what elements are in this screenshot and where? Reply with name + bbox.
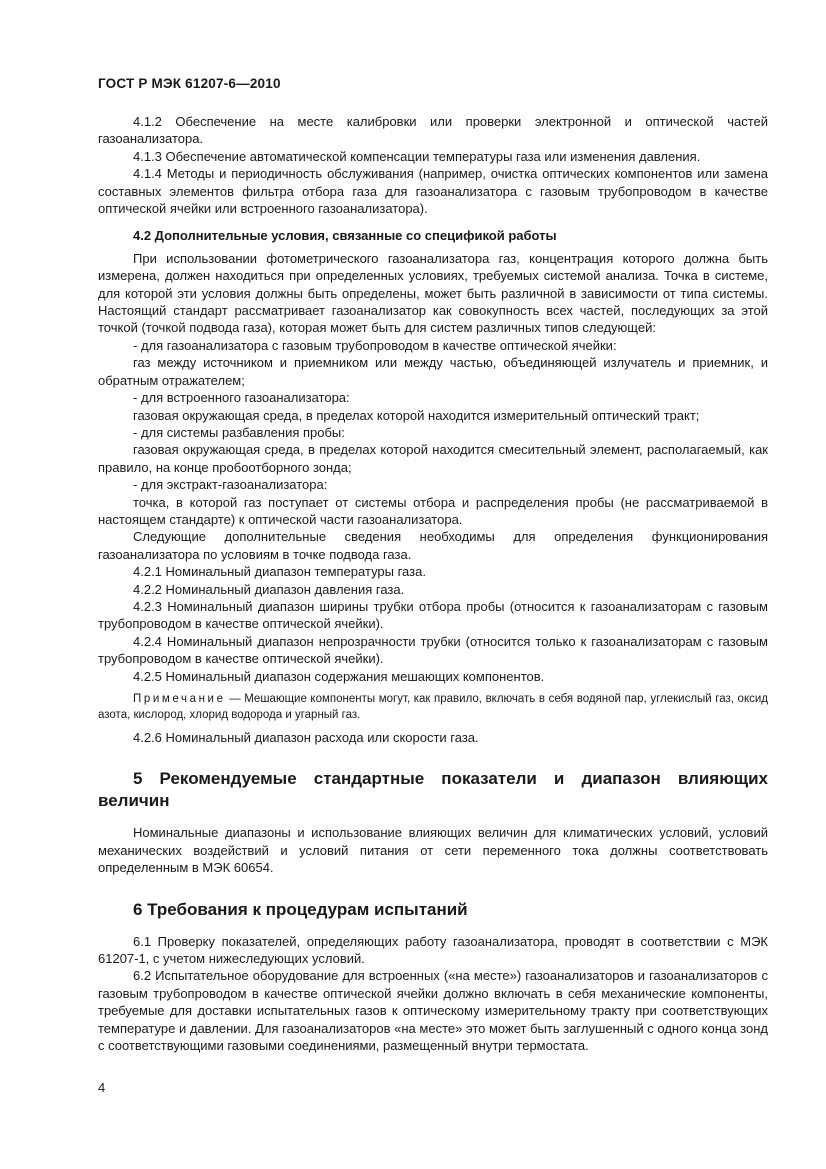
paragraph-4-1-4: 4.1.4 Методы и периодичность обслуживания (например, очистка оптических компонентов или замена составных элементов фильтра отбора газа для газоанализатора с газовым трубопроводом в качестве оптической ячейки или встроенного газоанализатора). [98,166,768,217]
paragraph-4-2-4: 4.2.4 Номинальный диапазон непрозрачности трубки (относится только к газоанализаторам с газовым трубопроводом в качестве оптической ячейки). [98,633,768,667]
paragraph-4-2-3: 4.2.3 Номинальный диапазон ширины трубки отбора пробы (относится к газоанализаторам с газовым трубопроводом в качестве оптической ячейки). [98,598,768,632]
list-item: - для экстракт-газоанализатора: [133,477,328,493]
note [98,691,768,723]
paragraph-6-1: 6.1 Проверку показателей, определяющих работу газоанализатора, проводят в соответствии с МЭК 61207-1, с учетом нижеследующих условий. [98,933,768,967]
list-item-text: газ между источником и приемником или между частью, объединяющей излучатель и приемник, и обратным отражателем; [98,355,768,388]
list-item-text: газовая окружающая среда, в пределах которой находится измерительный оптический тракт; [133,407,700,423]
paragraph-4-2-5: 4.2.5 Номинальный диапазон содержания мешающих компонентов. [133,668,545,684]
note-label: Примечание [133,693,226,705]
paragraph-4-2-2: 4.2.2 Номинальный диапазон давления газа. [133,581,405,597]
paragraph-6-2: 6.2 Испытательное оборудование для встроенных («на месте») газоанализаторов и газоанализаторов с газовым трубопроводом в качестве оптической ячейки должно включать в себя механические компоненты, требуемые для доставки испытательных газов к оптическому измерительному тракту при соответствующих температуре и давлении. Для газоанализаторов «на месте» это может быть заглушенный с одного конца зонд с соответствующими газовыми соединениями, размещенный внутри термостата. [98,968,768,1054]
list-item-text: точка, в которой газ поступает от системы отбора и распределения пробы (не рассматриваемой в настоящем стандарте) к оптической части газоанализатора. [98,494,768,527]
paragraph-4-1-3: 4.1.3 Обеспечение автоматической компенсации температуры газа или изменения давления. [133,148,701,164]
page-number: 4 [98,1080,106,1095]
paragraph-4-1-2: 4.1.2 Обеспечение на месте калибровки или проверки электронной и оптической частей газоанализатора. [98,114,768,147]
paragraph-5: Номинальные диапазоны и использование влияющих величин для климатических условий, условий механических воздействий и условий питания от сети переменного тока должны соответствовать определенным в МЭК 60654. [98,825,768,876]
document-header: ГОСТ Р МЭК 61207-6—2010 [98,76,281,91]
heading-4-2: 4.2 Дополнительные условия, связанные со спецификой работы [133,228,557,244]
list-item-text: газовая окружающая среда, в пределах которой находится смесительный элемент, располагаемый, как правило, на конце пробоотборного зонда; [98,442,768,475]
document-body [98,113,768,1054]
paragraph-4-2-intro: При использовании фотометрического газоанализатора газ, концентрация которого должна быть измерена, должен находиться при определенных условиях, требуемых системой анализа. Точка в системе, для которой эти условия должны быть определены, может быть различной в зависимости от типа системы. Настоящий стандарт рассматривает газоанализатор как совокупность всех частей, последующих за этой точкой (точкой подвода газа), которая может быть для систем различных типов следующей: [98,250,768,336]
paragraph-4-2-6: 4.2.6 Номинальный диапазон расхода или скорости газа. [133,730,479,745]
paragraph-4-2-1: 4.2.1 Номинальный диапазон температуры газа. [133,564,426,580]
heading-section-6: 6 Требования к процедурам испытаний [133,899,468,919]
list-item: - для встроенного газоанализатора: [133,390,350,406]
note-text: — Мешающие компоненты могут, как правило, включать в себя водяной пар, углекислый газ, оксид азота, кислород, хлорид водорода и угарный газ. [98,693,768,721]
heading-section-5: 5 Рекомендуемые стандартные показатели и диапазон влияющих величин [98,769,768,811]
list-item: - для системы разбавления пробы: [133,424,345,440]
paragraph-4-2-follow: Следующие дополнительные сведения необходимы для определения функционирования газоанализатора по условиям в точке подвода газа. [98,529,768,562]
list-item: - для газоанализатора с газовым трубопроводом в качестве оптической ячейки: [133,337,617,353]
